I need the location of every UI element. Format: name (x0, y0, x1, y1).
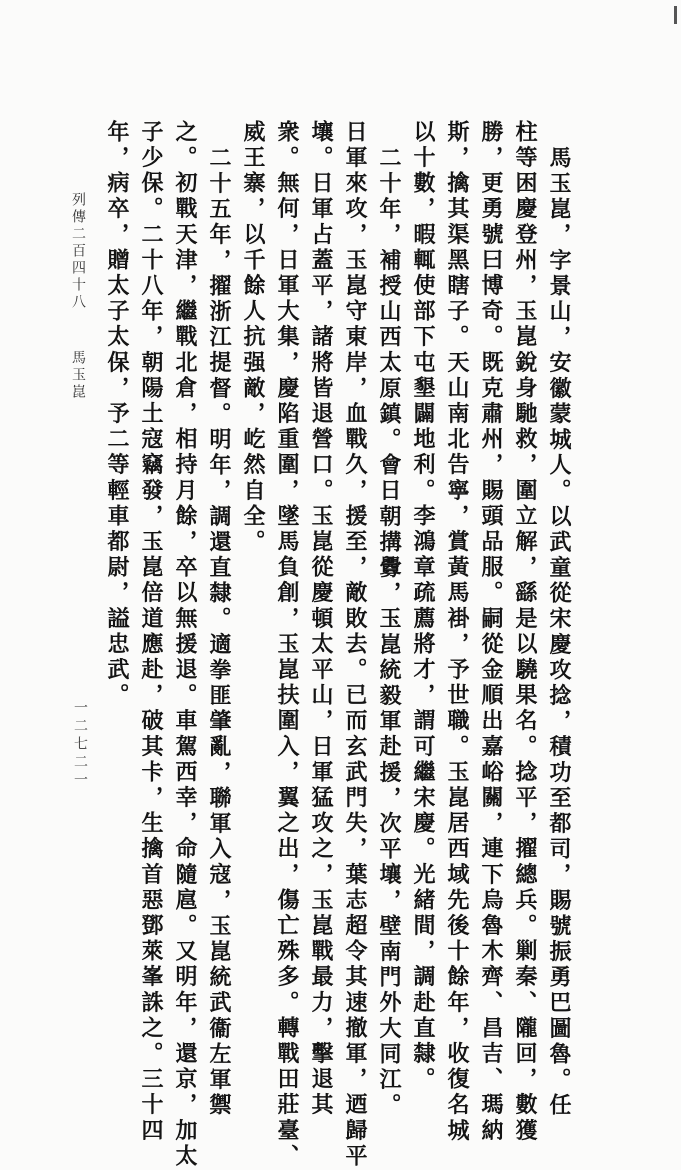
text-column: 壤。日軍占蓋平，諸將皆退營口。玉崑從慶頓太平山，日軍猛攻之，玉崑戰最力，擊退其 (308, 120, 334, 1119)
running-header-book: 列傳二百四十八 (70, 192, 86, 311)
text-column: 衆。無何，日軍大集，慶陷重圍，墜馬負創，玉崑扶圍入，翼之出，傷亡殊多。轉戰田莊臺、 (274, 120, 300, 1170)
text-column: 之。初戰天津，繼戰北倉，相持月餘，卒以無援退。車駕西幸，命隨扈。又明年，還京，加太 (172, 120, 198, 1170)
running-header-subject: 馬玉崑 (70, 350, 86, 401)
scan-edge-mark (674, 6, 677, 24)
text-column: 日軍來攻，玉崑守東岸，血戰久，援至，敵敗去。已而玄武門失，葉志超令其速撤軍，迺歸平 (342, 120, 368, 1170)
text-column: 斯，擒其渠黑瞎子。天山南北告寧，賞黃馬褂，予世職。玉崑居西域先後十餘年，收復名城 (444, 120, 470, 1144)
text-column: 二十五年，擢浙江提督。明年，調還直隸。適拳匪肇亂，聯軍入寇，玉崑統武衞左軍禦 (206, 146, 232, 1119)
text-column: 子少保。二十八年，朝陽土寇竊發，玉崑倍道應赴，破其卡，生擒首惡鄧萊峯誅之。三十四 (138, 120, 164, 1144)
text-column: 勝，更勇號曰博奇。既克肅州，賜頭品服。嗣從金順出嘉峪關，連下烏魯木齊、昌吉、瑪納 (478, 120, 504, 1144)
text-column: 馬玉崑，字景山，安徽蒙城人。以武童從宋慶攻捻，積功至都司，賜號振勇巴圖魯。任 (546, 146, 572, 1119)
text-column: 以十數，暇輒使部下屯墾闢地利。李鴻章疏薦將才，謂可繼宋慶。光緒間，調赴直隸。 (410, 120, 436, 1093)
text-column: 二十年，補授山西太原鎮。會日朝搆釁，玉崑統毅軍赴援，次平壤，壁南門外大同江。 (376, 146, 402, 1119)
text-column: 柱等困慶登州，玉崑銳身馳救，圍立解，繇是以驍果名。捻平，擢總兵。剿秦、隴回，數獲 (512, 120, 538, 1144)
text-column: 年，病卒，贈太子太保，予二等輕車都尉，謚忠武。 (104, 120, 130, 709)
page-number: 一二七二一 (72, 700, 88, 790)
text-column: 威王寨，以千餘人抗强敵，屹然自全。 (240, 120, 266, 556)
